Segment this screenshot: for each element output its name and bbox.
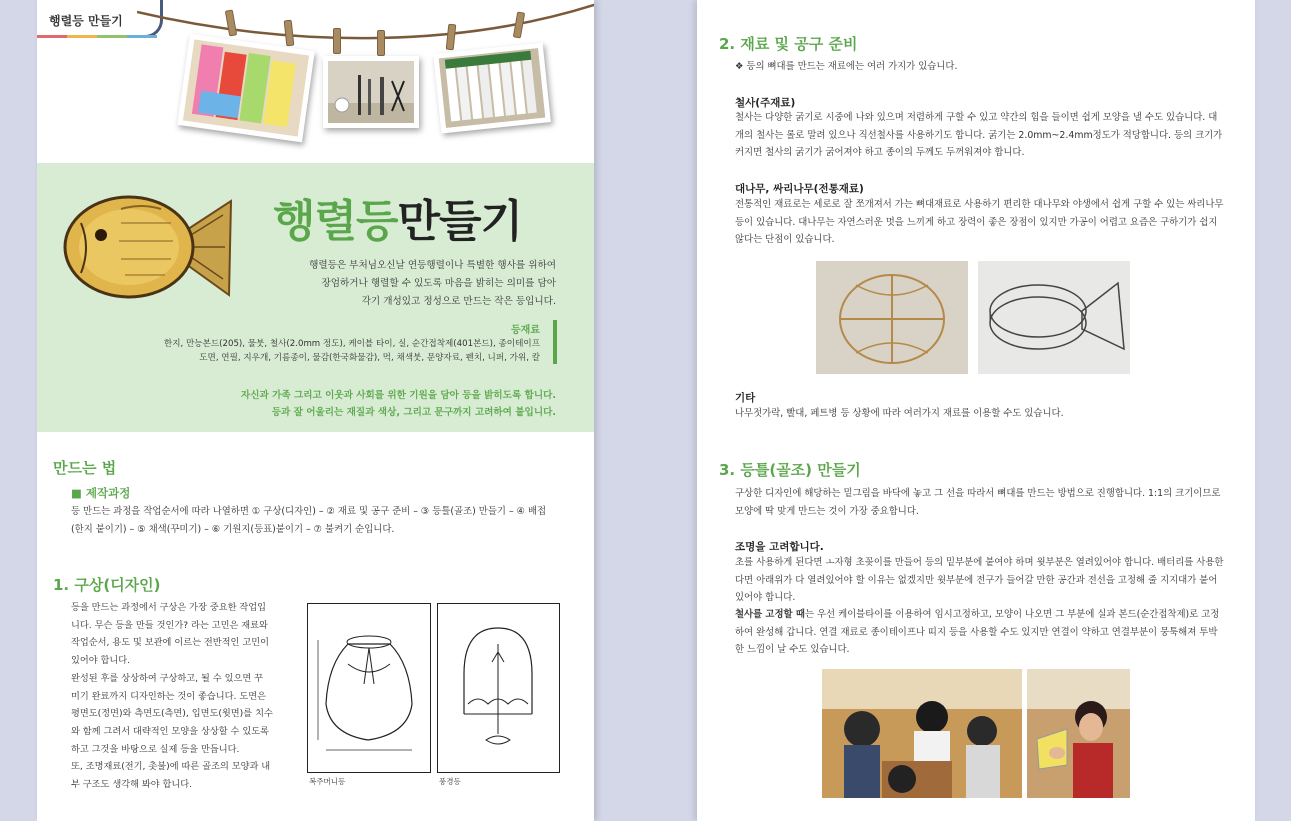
pouch-lantern-sketch	[307, 603, 431, 773]
wire-line: 개의 철사는 롤로 말려 있으나 직선철사를 사용하기도 합니다. 굵기는 2.0mm~2.4mm정도가 적당합니다. 등의 크기가	[735, 129, 1223, 141]
frame-line: 모양에 딱 맞게 만드는 것이 가장 중요합니다.	[735, 505, 919, 517]
tools-image	[328, 61, 414, 123]
materials-list	[164, 337, 540, 365]
paints-image	[439, 48, 546, 128]
design-line: 평면도(정면)와 측면도(측면), 입면도(윗면)를 치수	[71, 708, 273, 720]
photo-hanji-paper	[177, 34, 315, 143]
materials-line: 도면, 연필, 지우개, 기름종이, 물감(한국화물감), 먹, 채색붓, 문양자료, 펜치, 니퍼, 가위, 칼	[199, 353, 540, 363]
howto-title: 만드는 법	[53, 459, 117, 477]
lighting-text	[735, 554, 1223, 607]
materials-line: 한지, 만능본드(205), 물붓, 철사(2.0mm 정도), 케이블 타이, 실, 순간접착제(401본드), 종이테이프	[163, 339, 540, 349]
lighting-line: 초를 사용하게 된다면 ㅗ자형 초꽂이를 만들어 등의 밑부분에 붙여야 하며 윗부분은 열려있어야 합니다. 배터리를 사용한	[735, 557, 1224, 568]
hanji-paper-image	[183, 39, 309, 136]
wire-line: 커지면 철사의 굵기가 굵어져야 하고 종이의 두께도 두꺼워져야 합니다.	[735, 147, 1025, 158]
workshop-photo-woman	[1027, 669, 1130, 798]
design-line: 등을 만드는 과정에서 구상은 가장 중요한 작업입	[71, 602, 267, 613]
wind-chime-sketch-drawing	[438, 604, 559, 772]
workshop-photo-group	[822, 669, 1022, 798]
design-line: 니다. 무슨 등을 만들 것인가? 라는 고민은 재료와	[71, 619, 268, 631]
bamboo-text	[735, 196, 1223, 249]
right-page	[697, 0, 1255, 821]
hero-title-black: 만들기	[397, 196, 523, 247]
bamboo-line: 등이 있습니다. 대나무는 자연스러운 멋을 느끼게 하고 장력이 좋은 장점이 있지만 가공이 어렵고 요즘은 구하기가 쉽지	[735, 216, 1218, 228]
materials-title: 2. 재료 및 공구 준비	[719, 35, 858, 53]
hero-note	[241, 387, 556, 421]
bamboo-frame-photo	[816, 261, 968, 374]
wire-heading: 철사(주재료)	[735, 97, 796, 109]
hero-note-line: 등과 잘 어울리는 재질과 색상, 그리고 문구까지 고려하여 붙입니다.	[271, 407, 556, 418]
chapter-tab-title: 행렬등 만들기	[49, 14, 123, 28]
fixing-text	[735, 606, 1219, 659]
design-line: 부 구조도 생각해 봐야 합니다.	[71, 779, 193, 791]
fixing-line: 한 느낌이 날 수도 있습니다.	[735, 644, 850, 655]
hero-panel	[37, 163, 594, 432]
design-line: 작업순서, 용도 및 보관에 이르는 전반적인 고민이	[71, 637, 269, 649]
frame-text	[735, 485, 1220, 520]
fish-lantern-image	[61, 183, 237, 303]
wind-chime-lantern-sketch	[437, 603, 560, 773]
wire-text	[735, 109, 1222, 162]
design-line: 또, 조명재료(전기, 촛불)에 따른 골조의 모양과 내	[71, 761, 271, 773]
frame-title: 3. 등틀(골조) 만들기	[719, 461, 861, 479]
wind-chime-lantern-caption: 풍경등	[439, 777, 461, 786]
fixing-line: 는 우선 케이블타이를 이용하여 임시고정하고, 모양이 나오면 그 부분에 실과 본드(순간접착제)로 고정	[804, 609, 1220, 620]
bamboo-line: 전통적인 재료로는 세로로 잘 쪼개져서 가는 뼈대재료로 사용하기 편리한 대나무와 야생에서 쉽게 구할 수 있는 싸리나무	[735, 199, 1224, 210]
wire-line: 철사는 다양한 굵기로 시중에 나와 있으며 저렴하게 구할 수 있고 약간의 힘을 들이면 쉽게 모양을 낼 수도 있습니다. 대	[735, 112, 1218, 123]
hero-desc-line: 각기 개성있고 정성으로 만드는 작은 등입니다.	[361, 296, 556, 307]
pouch-lantern-caption: 복주머니등	[309, 777, 346, 786]
design-line: 미기 완료까지 디자인하는 것이 좋습니다. 도면은	[71, 690, 267, 702]
etc-heading: 기타	[735, 392, 756, 404]
etc-text: 나무젓가락, 빨대, 페트병 등 상황에 따라 여러가지 재료를 이용할 수도 있습니다.	[735, 408, 1064, 419]
wire-fish-frame-photo	[978, 261, 1130, 374]
lighting-heading: 조명을 고려합니다.	[735, 541, 824, 553]
fixing-bold-lead: 철사를 고정할 때	[735, 609, 805, 620]
clothespin-3	[333, 28, 341, 54]
fixing-line-first	[735, 606, 1219, 624]
materials-accent-bar	[553, 320, 557, 364]
materials-intro: ❖ 등의 뼈대를 만드는 재료에는 여러 가지가 있습니다.	[735, 61, 958, 72]
lighting-line: 있어야 합니다.	[735, 592, 796, 603]
design-line: 있어야 합니다.	[71, 655, 131, 667]
design-title: 1. 구상(디자인)	[53, 576, 161, 594]
bamboo-line: 않다는 단점이 있습니다.	[735, 234, 835, 245]
hero-title	[273, 185, 522, 249]
process-line: 등 만드는 과정을 작업순서에 따라 나열하면 ① 구상(디자인) – ② 재료 및 공구 준비 – ③ 등틀(골조) 만들기 – ④ 배접	[71, 506, 547, 517]
process-text	[71, 503, 546, 538]
photo-paints	[433, 42, 551, 133]
process-subtitle: ■ 제작과정	[71, 486, 131, 500]
fixing-line: 하여 완성해 갑니다. 연결 재료로 종이테이프나 띠지 등을 사용할 수도 있지만 연결이 약하고 연결부분이 뭉툭해져 투박	[735, 626, 1218, 638]
hero-note-line: 자신과 가족 그리고 이웃과 사회를 위한 기원을 담아 등을 밝히도록 합니다.	[240, 390, 556, 401]
design-line: 완성된 후를 상상하여 구상하고, 될 수 있으면 꾸	[71, 672, 263, 684]
left-page	[37, 0, 594, 821]
hero-title-green: 행렬등	[273, 196, 398, 247]
design-line: 하고 그것을 바탕으로 실제 등을 만듭니다.	[71, 743, 240, 755]
design-text	[71, 599, 273, 794]
materials-heading: 등재료	[511, 325, 540, 336]
frame-line: 구상한 디자인에 해당하는 밑그림을 바닥에 놓고 그 선을 따라서 뼈대를 만드는 방법으로 진행합니다. 1:1의 크기이므로	[735, 488, 1221, 499]
design-line: 와 함께 그려서 대략적인 모양을 상상할 수 있도록	[71, 725, 269, 737]
process-line: (한지 붙이기) – ⑤ 채색(꾸미기) – ⑥ 기원지(등표)붙이기 – ⑦ 불켜기 순입니다.	[71, 523, 395, 535]
photo-tools	[323, 56, 419, 128]
hero-desc-line: 장엄하거나 행렬할 수 있도록 마음을 밝히는 의미를 담아	[321, 278, 556, 289]
lighting-line: 다면 아래위가 다 열려있어야 할 이유는 없겠지만 윗부분에 전구가 들어갈 만한 공간과 전선을 고정해 줄 지지대가 붙어	[735, 574, 1218, 586]
bamboo-heading: 대나무, 싸리나무(전통재료)	[735, 183, 864, 195]
hero-description	[309, 257, 556, 311]
pouch-sketch-drawing	[308, 604, 430, 772]
clothespin-4	[377, 30, 385, 56]
hero-desc-line: 행렬등은 부처님오신날 연등행렬이나 특별한 행사를 위하여	[309, 260, 556, 271]
